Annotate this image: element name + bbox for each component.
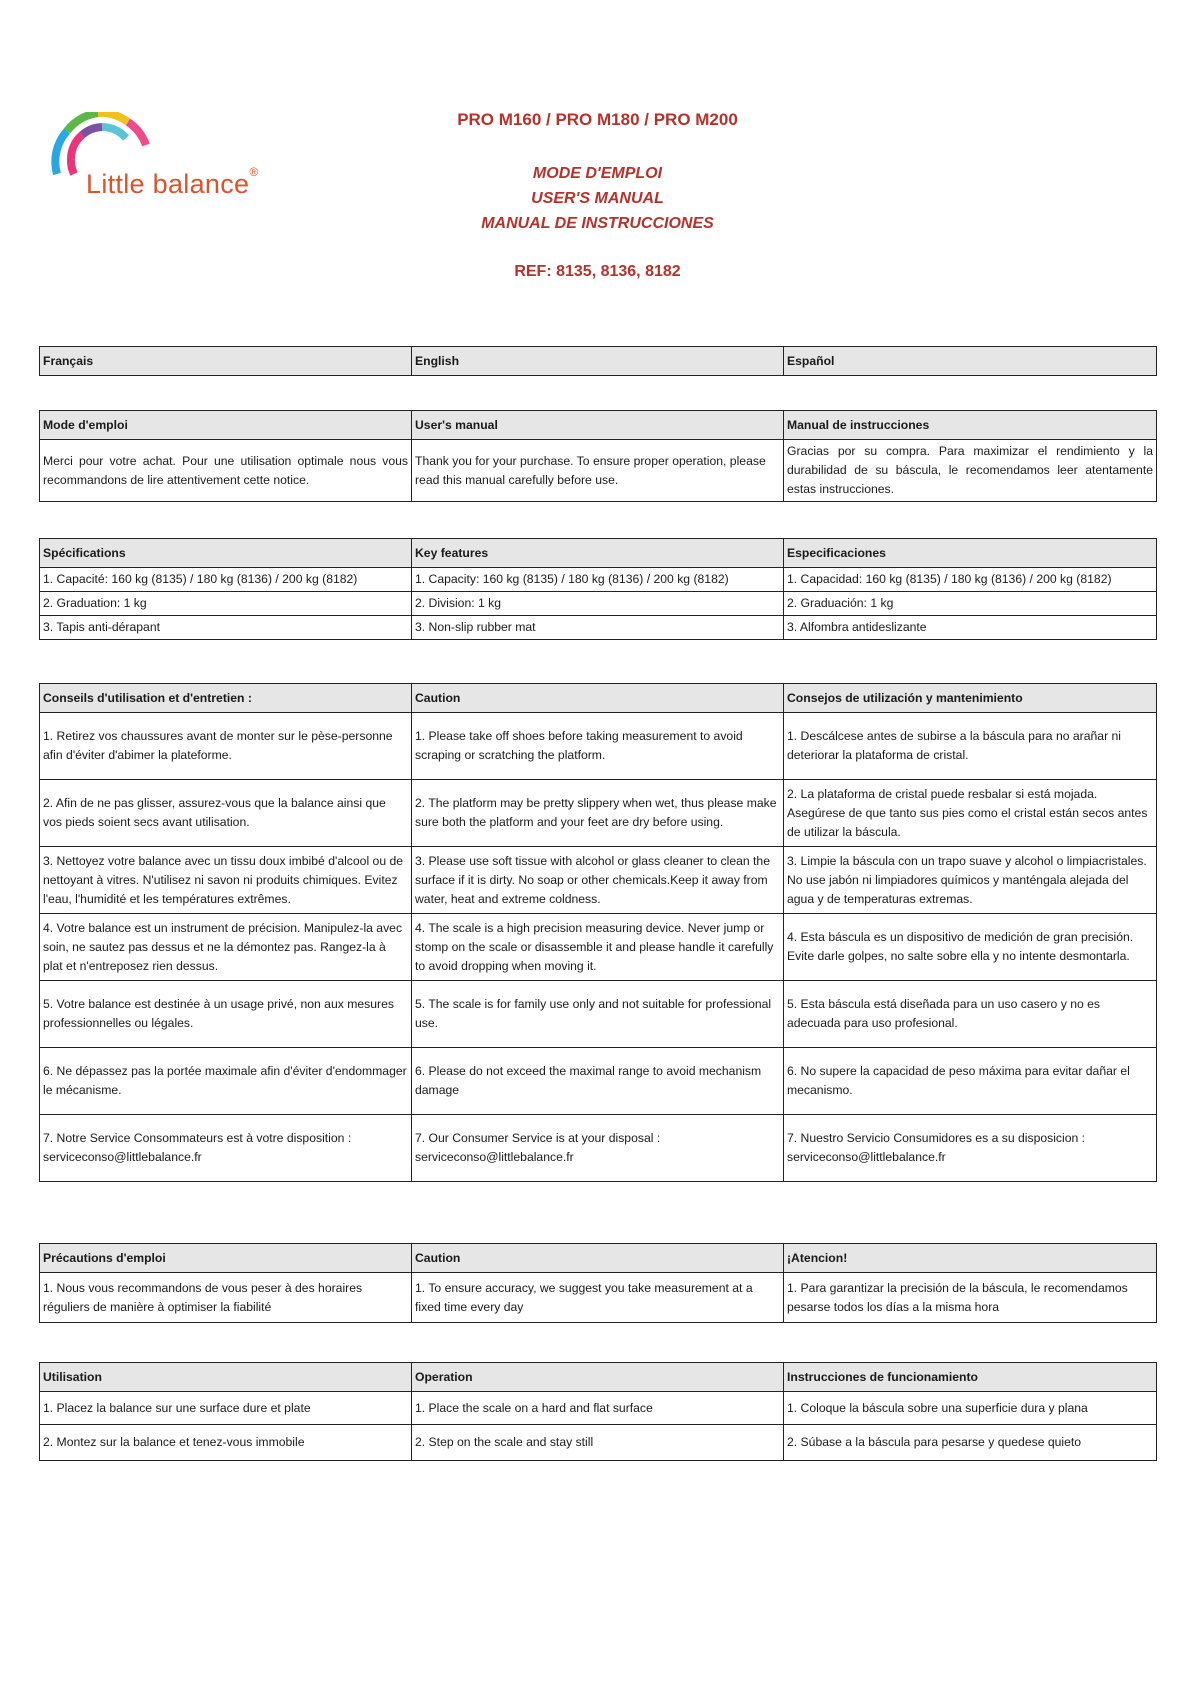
table-cell: 5. The scale is for family use only and not suitable for professional use. bbox=[412, 981, 784, 1048]
table-row bbox=[40, 616, 1157, 640]
table-cell: 2. Montez sur la balance et tenez-vous immobile bbox=[40, 1425, 412, 1461]
table-row bbox=[40, 347, 1157, 376]
table-cell: 2. Graduación: 1 kg bbox=[784, 592, 1157, 616]
header-cell: Manual de instrucciones bbox=[784, 411, 1157, 440]
header-cell: Conseils d'utilisation et d'entretien : bbox=[40, 684, 412, 713]
header-cell: Précautions d'emploi bbox=[40, 1244, 412, 1273]
table-cell: 1. Retirez vos chaussures avant de monter sur le pèse-personne afin d'éviter d'abimer la plateforme. bbox=[40, 713, 412, 780]
header-cell: Caution bbox=[412, 684, 784, 713]
table-cell: 1. To ensure accuracy, we suggest you take measurement at a fixed time every day bbox=[412, 1273, 784, 1323]
table-row bbox=[40, 592, 1157, 616]
table-cell: Thank you for your purchase. To ensure proper operation, please read this manual carefully before use. bbox=[412, 440, 784, 502]
languages-table bbox=[39, 346, 1157, 376]
table-cell: 6. Ne dépassez pas la portée maximale afin d'éviter d'endommager le mécanisme. bbox=[40, 1048, 412, 1115]
table-cell: 3. Non-slip rubber mat bbox=[412, 616, 784, 640]
table-cell: 1. Capacidad: 160 kg (8135) / 180 kg (8136) / 200 kg (8182) bbox=[784, 568, 1157, 592]
table-row bbox=[40, 568, 1157, 592]
table-cell: 5. Esta báscula está diseñada para un uso casero y no es adecuada para uso profesional. bbox=[784, 981, 1157, 1048]
operation-table bbox=[39, 1362, 1157, 1461]
table-cell: 2. La plataforma de cristal puede resbalar si está mojada. Asegúrese de que tanto sus pies como el cristal están secos antes de utilizar la báscula. bbox=[784, 780, 1157, 847]
table-header bbox=[40, 1244, 1157, 1273]
table-header bbox=[40, 1363, 1157, 1392]
header-cell: Instrucciones de funcionamiento bbox=[784, 1363, 1157, 1392]
table-cell: 1. Place the scale on a hard and flat surface bbox=[412, 1392, 784, 1425]
table-row bbox=[40, 440, 1157, 502]
table-cell: 1. Para garantizar la precisión de la báscula, le recomendamos pesarse todos los días a la misma hora bbox=[784, 1273, 1157, 1323]
table-row bbox=[40, 1392, 1157, 1425]
table-row bbox=[40, 1425, 1157, 1461]
manual-title-fr: MODE D'EMPLOI bbox=[532, 165, 663, 182]
table-cell: 1. Capacity: 160 kg (8135) / 180 kg (8136) / 200 kg (8182) bbox=[412, 568, 784, 592]
table-header bbox=[40, 539, 1157, 568]
table-cell: 1. Descálcese antes de subirse a la báscula para no arañar ni deteriorar la plataforma de cristal. bbox=[784, 713, 1157, 780]
specifications-table bbox=[39, 538, 1157, 640]
table-cell: 2. Súbase a la báscula para pesarse y quedese quieto bbox=[784, 1425, 1157, 1461]
table-row bbox=[40, 847, 1157, 914]
table-row bbox=[40, 1115, 1157, 1182]
manual-table bbox=[39, 410, 1157, 502]
language-es: Español bbox=[784, 347, 1157, 376]
header-cell: Operation bbox=[412, 1363, 784, 1392]
table-cell: 7. Nuestro Servicio Consumidores es a su disposicion : serviceconso@littlebalance.fr bbox=[784, 1115, 1157, 1182]
registered-mark: ® bbox=[249, 165, 259, 179]
table-cell: 1. Nous vous recommandons de vous peser à des horaires réguliers de manière à optimiser la fiabilité bbox=[40, 1273, 412, 1323]
models-title: PRO M160 / PRO M180 / PRO M200 bbox=[457, 110, 738, 129]
brand-name: Little balance bbox=[86, 169, 250, 199]
table-cell: 2. Graduation: 1 kg bbox=[40, 592, 412, 616]
header-cell: Consejos de utilización y mantenimiento bbox=[784, 684, 1157, 713]
manual-title-es: MANUAL DE INSTRUCCIONES bbox=[481, 215, 714, 232]
table-cell: Merci pour votre achat. Pour une utilisation optimale nous vous recommandons de lire attentivement cette notice. bbox=[40, 440, 412, 502]
header-cell: Especificaciones bbox=[784, 539, 1157, 568]
table-cell: 3. Nettoyez votre balance avec un tissu doux imbibé d'alcool ou de nettoyant à vitres. N'utilisez ni savon ni produits chimiques. Evitez l'eau, l'humidité et les températures extrêmes. bbox=[40, 847, 412, 914]
header-cell: Mode d'emploi bbox=[40, 411, 412, 440]
table-row bbox=[40, 780, 1157, 847]
table-cell: 3. Please use soft tissue with alcohol or glass cleaner to clean the surface if it is dirty. No soap or other chemicals.Keep it away from water, heat and extreme coldness. bbox=[412, 847, 784, 914]
table-cell: 7. Our Consumer Service is at your disposal : serviceconso@littlebalance.fr bbox=[412, 1115, 784, 1182]
table-row bbox=[40, 1048, 1157, 1115]
table-cell: 4. Esta báscula es un dispositivo de medición de gran precisión. Evite darle golpes, no salte sobre ella y no intente desmontarla. bbox=[784, 914, 1157, 981]
table-cell: 4. The scale is a high precision measuring device. Never jump or stomp on the scale or disassemble it and please handle it carefully to avoid dropping when moving it. bbox=[412, 914, 784, 981]
table-cell: 2. Step on the scale and stay still bbox=[412, 1425, 784, 1461]
advice-table bbox=[39, 683, 1157, 1182]
table-row bbox=[40, 1273, 1157, 1323]
header-cell: Utilisation bbox=[40, 1363, 412, 1392]
table-cell: 1. Capacité: 160 kg (8135) / 180 kg (8136) / 200 kg (8182) bbox=[40, 568, 412, 592]
header-cell: User's manual bbox=[412, 411, 784, 440]
table-header bbox=[40, 684, 1157, 713]
table-cell: 2. The platform may be pretty slippery when wet, thus please make sure both the platform and your feet are dry before using. bbox=[412, 780, 784, 847]
table-cell: 5. Votre balance est destinée à un usage privé, non aux mesures professionnelles ou légales. bbox=[40, 981, 412, 1048]
table-row bbox=[40, 713, 1157, 780]
table-cell: 3. Tapis anti-dérapant bbox=[40, 616, 412, 640]
table-cell: 6. Please do not exceed the maximal range to avoid mechanism damage bbox=[412, 1048, 784, 1115]
table-cell: 2. Afin de ne pas glisser, assurez-vous que la balance ainsi que vos pieds soient secs avant utilisation. bbox=[40, 780, 412, 847]
table-cell: Gracias por su compra. Para maximizar el rendimiento y la durabilidad de su báscula, le recomendamos leer atentamente estas instrucciones. bbox=[784, 440, 1157, 502]
table-cell: 3. Alfombra antideslizante bbox=[784, 616, 1157, 640]
table-cell: 6. No supere la capacidad de peso máxima para evitar dañar el mecanismo. bbox=[784, 1048, 1157, 1115]
table-cell: 1. Please take off shoes before taking measurement to avoid scraping or scratching the platform. bbox=[412, 713, 784, 780]
brand-logo bbox=[38, 112, 278, 202]
table-cell: 1. Coloque la báscula sobre una superficie dura y plana bbox=[784, 1392, 1157, 1425]
table-cell: 4. Votre balance est un instrument de précision. Manipulez-la avec soin, ne sautez pas dessus et ne la démontez pas. Rangez-la à plat et n'entreposez rien dessus. bbox=[40, 914, 412, 981]
table-cell: 2. Division: 1 kg bbox=[412, 592, 784, 616]
language-en: English bbox=[412, 347, 784, 376]
reference-numbers: REF: 8135, 8136, 8182 bbox=[514, 263, 681, 280]
precautions-table bbox=[39, 1243, 1157, 1323]
manual-titles bbox=[360, 161, 835, 236]
language-fr: Français bbox=[40, 347, 412, 376]
header-cell: ¡Atencion! bbox=[784, 1244, 1157, 1273]
table-cell: 3. Limpie la báscula con un trapo suave y alcohol o limpiacristales. No use jabón ni limpiadores químicos y manténgala alejada del agua y de temperaturas extremas. bbox=[784, 847, 1157, 914]
table-cell: 7. Notre Service Consommateurs est à votre disposition : serviceconso@littlebalance.fr bbox=[40, 1115, 412, 1182]
header-cell: Caution bbox=[412, 1244, 784, 1273]
manual-title-en: USER'S MANUAL bbox=[531, 190, 664, 207]
table-row bbox=[40, 914, 1157, 981]
header-cell: Key features bbox=[412, 539, 784, 568]
table-row bbox=[40, 981, 1157, 1048]
table-header bbox=[40, 411, 1157, 440]
header-cell: Spécifications bbox=[40, 539, 412, 568]
table-cell: 1. Placez la balance sur une surface dure et plate bbox=[40, 1392, 412, 1425]
